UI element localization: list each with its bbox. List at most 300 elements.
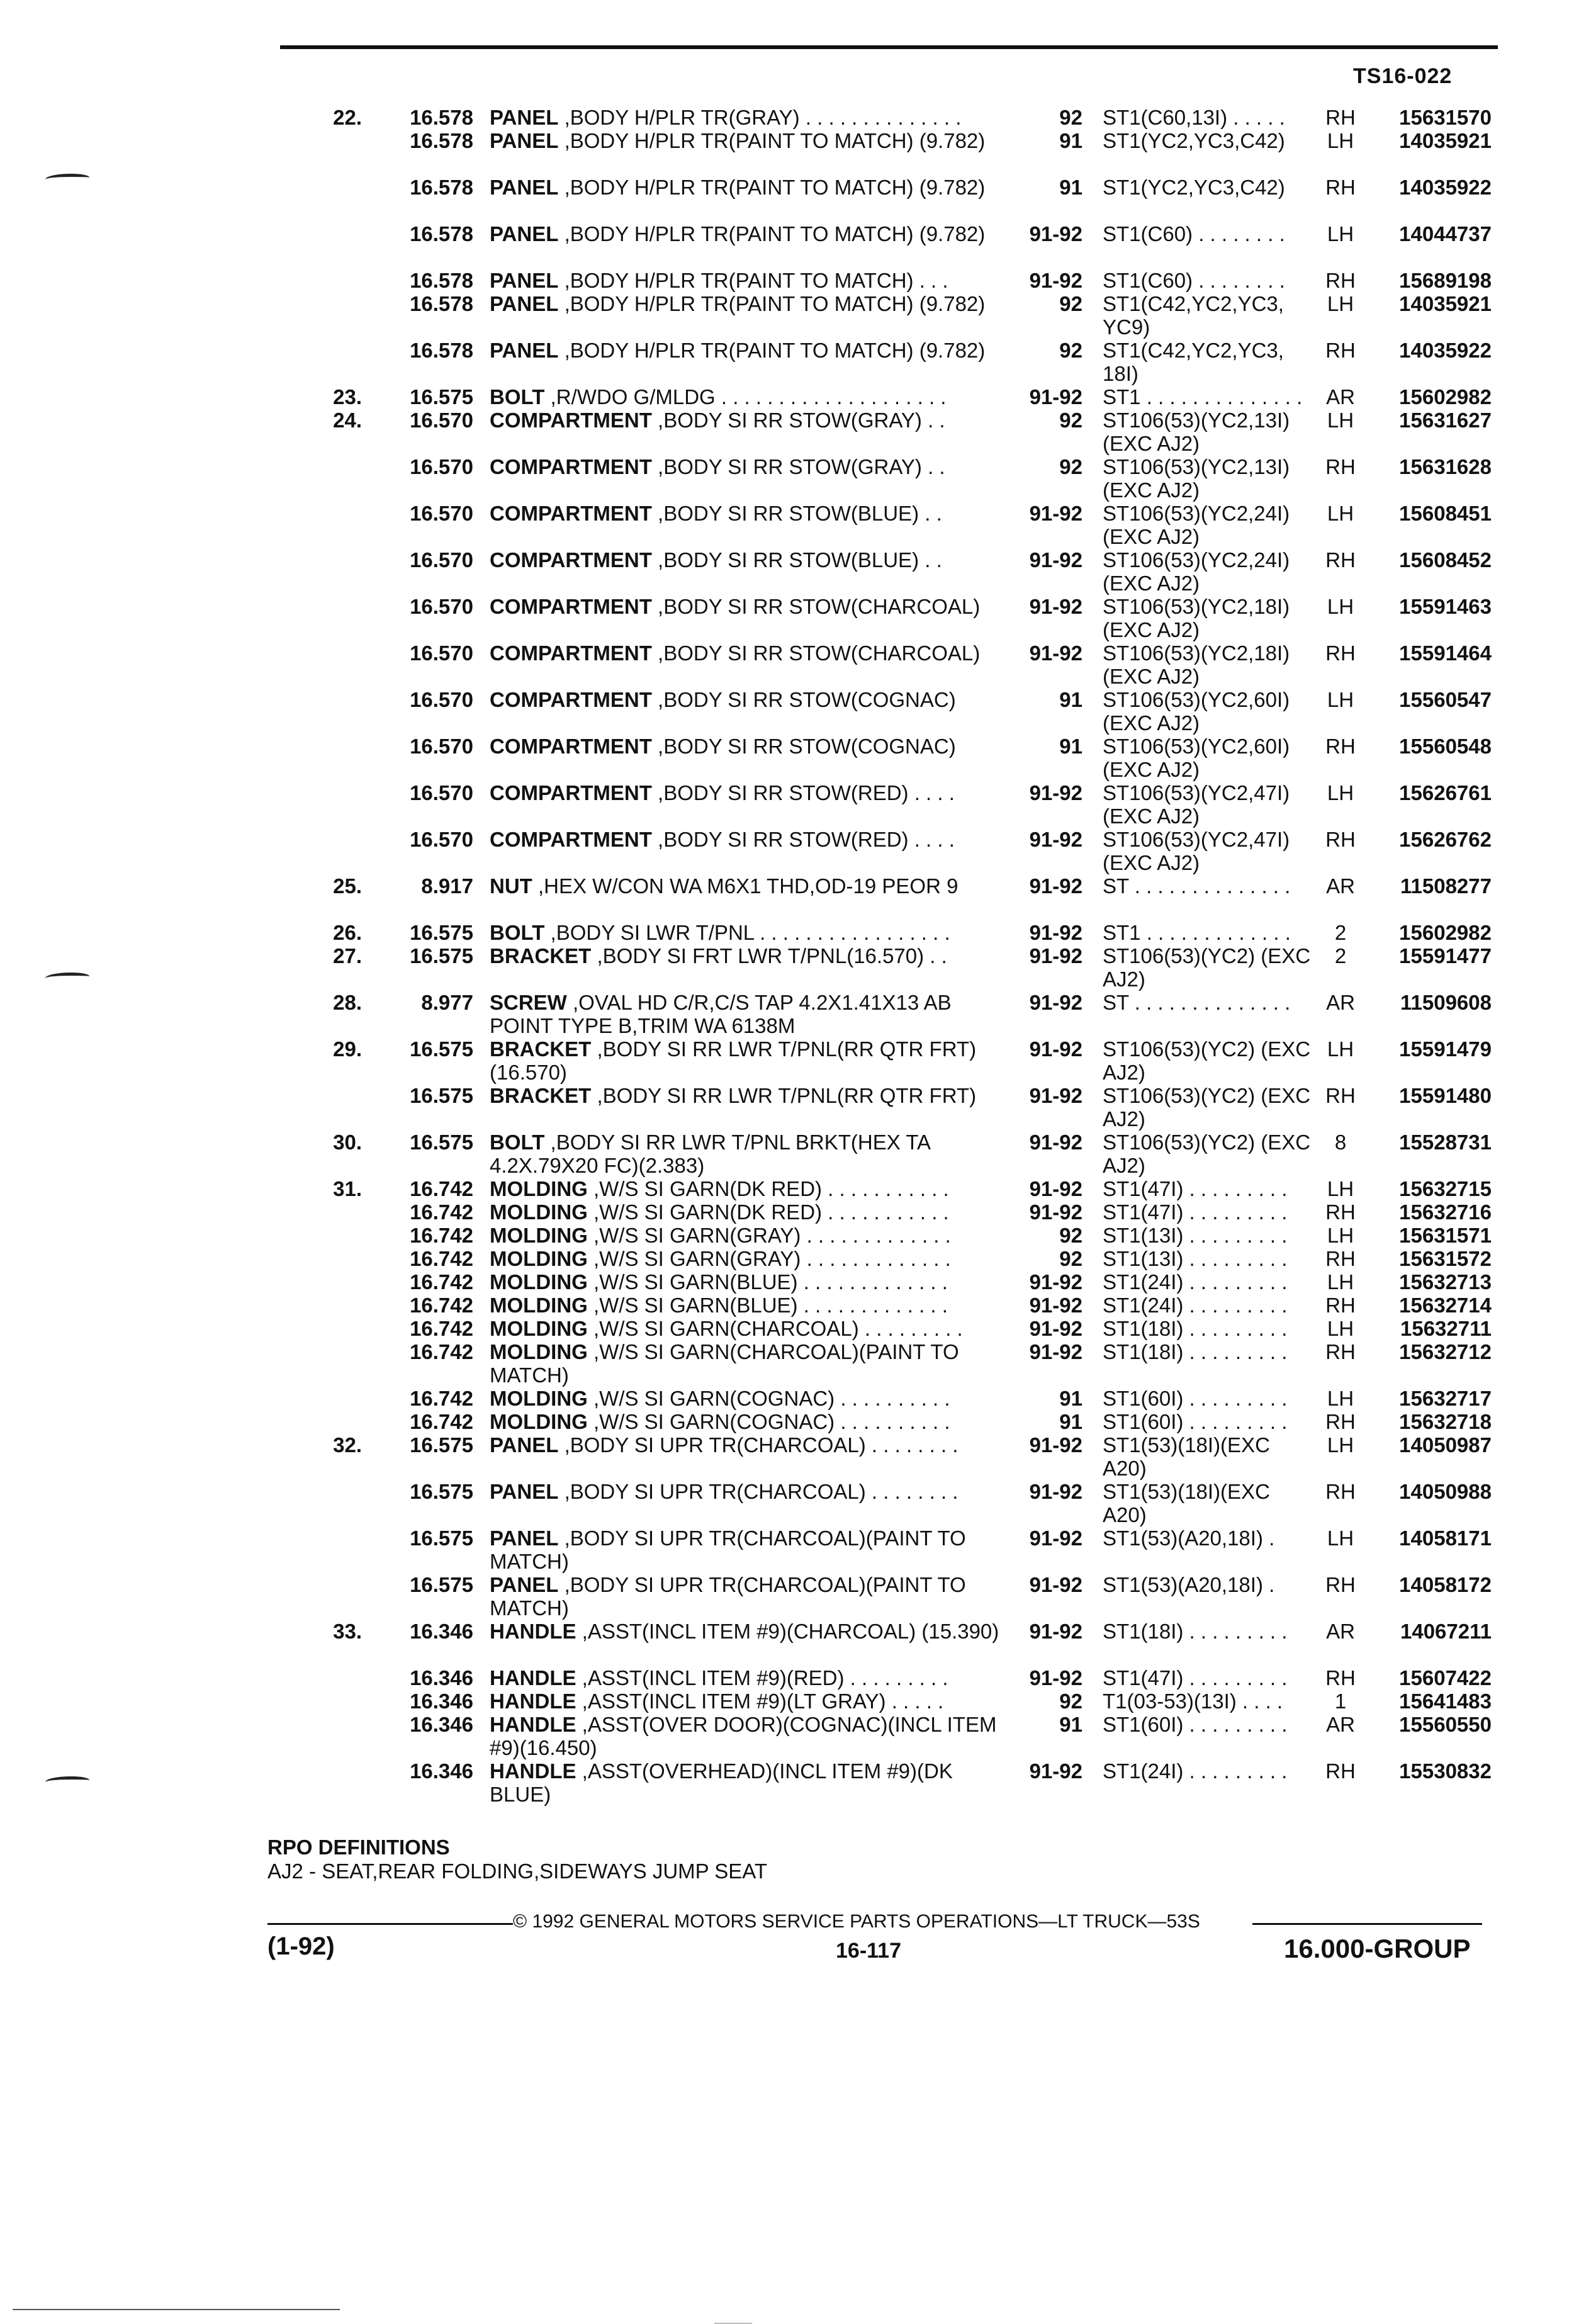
series-code: ST1(24I) . . . . . . . . . <box>1103 1294 1288 1317</box>
part-description <box>490 129 1006 152</box>
part-number: 15631572 <box>1399 1247 1492 1270</box>
part-description <box>490 1573 1006 1620</box>
part-description <box>490 781 1006 804</box>
part-number: 15632717 <box>1399 1387 1492 1410</box>
document-code: TS16-022 <box>1353 64 1453 88</box>
footer-rule-left <box>267 1923 513 1925</box>
part-detail: ,BODY H/PLR TR(PAINT TO MATCH) . . . <box>558 269 948 292</box>
part-detail: ,W/S SI GARN(COGNAC) . . . . . . . . . . <box>587 1410 950 1433</box>
part-name: PANEL <box>490 1480 559 1503</box>
part-description <box>490 1689 1006 1713</box>
part-number: 15602982 <box>1399 921 1492 944</box>
model-years: 92 <box>1059 106 1082 129</box>
part-detail: ,BODY SI RR LWR T/PNL(RR QTR FRT) <box>591 1084 977 1107</box>
part-name: PANEL <box>490 339 559 362</box>
footer-rule-right <box>1252 1923 1482 1925</box>
part-number: 15591480 <box>1399 1084 1492 1107</box>
model-years: 91 <box>1059 1713 1082 1736</box>
quantity: LH <box>1327 1387 1354 1410</box>
group-number: 16.570 <box>410 455 473 478</box>
quantity: LH <box>1327 1037 1354 1061</box>
part-detail: ,BODY H/PLR TR(PAINT TO MATCH) (9.782) <box>558 222 986 245</box>
table-row <box>0 781 1591 828</box>
quantity: RH <box>1325 1200 1356 1224</box>
table-row <box>0 828 1591 874</box>
table-row <box>0 455 1591 502</box>
group-number: 16.575 <box>410 385 473 409</box>
part-name: PANEL <box>490 106 559 129</box>
part-detail: ,BODY H/PLR TR(PAINT TO MATCH) (9.782) <box>558 292 986 315</box>
series-code: ST106(53)(YC2,18I) (EXC AJ2) <box>1103 595 1290 641</box>
series-code: ST1(18I) . . . . . . . . . <box>1103 1340 1288 1363</box>
table-row <box>0 1480 1591 1526</box>
part-name: MOLDING <box>490 1317 588 1340</box>
series-code: ST1(47I) . . . . . . . . . <box>1103 1177 1288 1200</box>
group-number: 16.578 <box>410 106 473 129</box>
group-number: 16.570 <box>410 502 473 525</box>
part-detail: ,BODY SI RR LWR T/PNL(RR QTR FRT)(16.570) <box>490 1037 977 1084</box>
table-row <box>0 409 1591 455</box>
part-description <box>490 1713 1006 1759</box>
group-number: 16.575 <box>410 1037 473 1061</box>
group-number: 8.917 <box>421 874 473 898</box>
part-detail: ,W/S SI GARN(DK RED) . . . . . . . . . . . <box>587 1200 949 1224</box>
table-row <box>0 269 1591 292</box>
part-description <box>490 874 1006 898</box>
part-number: 15641483 <box>1399 1689 1492 1713</box>
quantity: 2 <box>1334 944 1347 967</box>
series-code: ST . . . . . . . . . . . . . . <box>1103 991 1291 1014</box>
quantity: RH <box>1325 1666 1356 1689</box>
part-name: PANEL <box>490 176 559 199</box>
series-code: ST106(53)(YC2,60I) (EXC AJ2) <box>1103 688 1290 735</box>
part-number: 14035922 <box>1399 339 1492 362</box>
table-row <box>0 595 1591 641</box>
quantity: AR <box>1326 1620 1355 1643</box>
model-years: 91-92 <box>1029 1573 1082 1596</box>
item-number: 26. <box>333 921 362 944</box>
group-number: 16.742 <box>410 1224 473 1247</box>
part-description <box>490 292 1006 315</box>
group-number: 16.575 <box>410 1131 473 1154</box>
model-years: 91-92 <box>1029 1666 1082 1689</box>
item-number: 25. <box>333 874 362 898</box>
series-code: ST106(53)(YC2,24I) (EXC AJ2) <box>1103 548 1290 595</box>
part-name: COMPARTMENT <box>490 828 652 851</box>
part-description <box>490 1526 1006 1573</box>
series-code: ST1(60I) . . . . . . . . . <box>1103 1387 1288 1410</box>
table-row <box>0 1037 1591 1084</box>
page-number: 16-117 <box>836 1939 901 1963</box>
series-code: ST1(C60,13I) . . . . . <box>1103 106 1285 129</box>
quantity: RH <box>1325 1294 1356 1317</box>
part-name: MOLDING <box>490 1177 588 1200</box>
group-number: 16.570 <box>410 409 473 432</box>
part-name: MOLDING <box>490 1387 588 1410</box>
series-code: ST1(24I) . . . . . . . . . <box>1103 1759 1288 1783</box>
part-description <box>490 1620 1006 1643</box>
table-row <box>0 1294 1591 1317</box>
group-number: 16.742 <box>410 1340 473 1363</box>
table-row <box>0 292 1591 339</box>
part-name: PANEL <box>490 269 559 292</box>
model-years: 91-92 <box>1029 595 1082 618</box>
table-row <box>0 1270 1591 1294</box>
model-years: 91-92 <box>1029 1620 1082 1643</box>
part-detail: ,BODY SI RR STOW(COGNAC) <box>651 735 956 758</box>
part-number: 14050988 <box>1399 1480 1492 1503</box>
group-number: 16.570 <box>410 688 473 711</box>
part-number: 15631628 <box>1399 455 1492 478</box>
table-row <box>0 991 1591 1037</box>
group-number: 16.578 <box>410 176 473 199</box>
model-years: 91 <box>1059 1387 1082 1410</box>
part-description <box>490 1666 1006 1689</box>
model-years: 91-92 <box>1029 1131 1082 1154</box>
part-detail: ,BODY SI RR STOW(RED) . . . . <box>651 781 955 804</box>
part-detail: ,ASST(OVER DOOR)(COGNAC)(INCL ITEM #9)(16.450) <box>490 1713 997 1759</box>
part-detail: ,BODY SI RR STOW(BLUE) . . <box>651 502 942 525</box>
group-number: 16.575 <box>410 1480 473 1503</box>
part-name: MOLDING <box>490 1270 588 1294</box>
group-number: 16.575 <box>410 1526 473 1550</box>
group-number: 16.575 <box>410 1433 473 1457</box>
quantity: LH <box>1327 688 1354 711</box>
part-description <box>490 991 1006 1037</box>
group-number: 16.570 <box>410 828 473 851</box>
model-years: 91-92 <box>1029 1037 1082 1061</box>
table-row <box>0 1200 1591 1224</box>
part-number: 15632718 <box>1399 1410 1492 1433</box>
table-row <box>0 129 1591 176</box>
part-number: 14058171 <box>1399 1526 1492 1550</box>
part-name: COMPARTMENT <box>490 595 652 618</box>
part-name: COMPARTMENT <box>490 735 652 758</box>
part-description <box>490 222 1006 245</box>
series-code: ST1 . . . . . . . . . . . . . . <box>1103 385 1303 409</box>
table-row <box>0 502 1591 548</box>
series-code: ST106(53)(YC2) (EXC AJ2) <box>1103 1131 1311 1177</box>
group-number: 16.575 <box>410 921 473 944</box>
part-name: BRACKET <box>490 1084 592 1107</box>
quantity: RH <box>1325 339 1356 362</box>
model-years: 91-92 <box>1029 385 1082 409</box>
series-code: ST1(60I) . . . . . . . . . <box>1103 1410 1288 1433</box>
model-years: 91-92 <box>1029 1759 1082 1783</box>
part-name: BOLT <box>490 385 545 409</box>
part-name: MOLDING <box>490 1340 588 1363</box>
part-number: 15528731 <box>1399 1131 1492 1154</box>
part-name: NUT <box>490 874 532 898</box>
quantity: AR <box>1326 991 1355 1014</box>
copyright-text: © 1992 GENERAL MOTORS SERVICE PARTS OPERATIONS—LT TRUCK—53S <box>513 1911 1200 1932</box>
part-name: BOLT <box>490 921 545 944</box>
rpo-title: RPO DEFINITIONS <box>267 1836 450 1859</box>
model-years: 91 <box>1059 735 1082 758</box>
series-code: ST . . . . . . . . . . . . . . <box>1103 874 1291 898</box>
part-name: COMPARTMENT <box>490 409 652 432</box>
part-description <box>490 1294 1006 1317</box>
item-number: 32. <box>333 1433 362 1457</box>
part-name: MOLDING <box>490 1410 588 1433</box>
part-name: MOLDING <box>490 1224 588 1247</box>
quantity: 8 <box>1334 1131 1347 1154</box>
part-number: 15560550 <box>1399 1713 1492 1736</box>
model-years: 91 <box>1059 688 1082 711</box>
part-detail: ,BODY H/PLR TR(PAINT TO MATCH) (9.782) <box>558 176 986 199</box>
part-detail: ,W/S SI GARN(GRAY) . . . . . . . . . . . . . <box>587 1247 951 1270</box>
part-detail: ,BODY SI UPR TR(CHARCOAL)(PAINT TO MATCH) <box>490 1573 966 1620</box>
part-detail: ,BODY SI RR STOW(GRAY) . . <box>651 409 945 432</box>
table-row <box>0 1224 1591 1247</box>
part-description <box>490 944 1006 967</box>
part-description <box>490 385 1006 409</box>
quantity: LH <box>1327 1317 1354 1340</box>
table-row <box>0 1759 1591 1806</box>
quantity: RH <box>1325 735 1356 758</box>
part-detail: ,BODY H/PLR TR(GRAY) . . . . . . . . . . . . . . <box>558 106 962 129</box>
series-code: ST1(13I) . . . . . . . . . <box>1103 1224 1288 1247</box>
model-years: 91-92 <box>1029 1480 1082 1503</box>
quantity: AR <box>1326 385 1355 409</box>
item-number: 23. <box>333 385 362 409</box>
group-number: 16.575 <box>410 1084 473 1107</box>
part-detail: ,W/S SI GARN(BLUE) . . . . . . . . . . . . . <box>587 1270 948 1294</box>
part-number: 14050987 <box>1399 1433 1492 1457</box>
table-row <box>0 944 1591 991</box>
table-row <box>0 222 1591 269</box>
part-name: PANEL <box>490 1573 559 1596</box>
part-description <box>490 1131 1006 1177</box>
series-code: ST1(YC2,YC3,C42) <box>1103 129 1285 152</box>
quantity: RH <box>1325 548 1356 572</box>
part-description <box>490 176 1006 199</box>
group-number: 16.578 <box>410 292 473 315</box>
group-number: 16.346 <box>410 1759 473 1783</box>
table-row <box>0 1620 1591 1666</box>
model-years: 91-92 <box>1029 269 1082 292</box>
part-description <box>490 1177 1006 1200</box>
series-code: ST1(53)(A20,18I) . <box>1103 1526 1275 1550</box>
table-row <box>0 1177 1591 1200</box>
table-row <box>0 1666 1591 1689</box>
item-number: 22. <box>333 106 362 129</box>
group-number: 16.346 <box>410 1666 473 1689</box>
model-years: 91-92 <box>1029 781 1082 804</box>
quantity: RH <box>1325 1573 1356 1596</box>
part-detail: ,ASST(INCL ITEM #9)(LT GRAY) . . . . . <box>576 1689 944 1713</box>
part-name: PANEL <box>490 129 559 152</box>
group-number: 16.575 <box>410 1573 473 1596</box>
rpo-definitions <box>267 1836 767 1883</box>
part-detail: ,W/S SI GARN(COGNAC) . . . . . . . . . . <box>587 1387 950 1410</box>
part-detail: ,BODY SI UPR TR(CHARCOAL) . . . . . . . . <box>558 1433 959 1457</box>
part-description <box>490 1224 1006 1247</box>
quantity: RH <box>1325 1410 1356 1433</box>
part-number: 14067211 <box>1400 1620 1492 1643</box>
part-description <box>490 1387 1006 1410</box>
part-number: 15591464 <box>1399 641 1492 665</box>
part-description <box>490 921 1006 944</box>
quantity: LH <box>1327 1224 1354 1247</box>
table-row <box>0 735 1591 781</box>
table-row <box>0 339 1591 385</box>
item-number: 28. <box>333 991 362 1014</box>
table-row <box>0 176 1591 222</box>
model-years: 92 <box>1059 1247 1082 1270</box>
quantity: RH <box>1325 106 1356 129</box>
model-years: 91-92 <box>1029 991 1082 1014</box>
table-row <box>0 1247 1591 1270</box>
series-code: ST1(47I) . . . . . . . . . <box>1103 1200 1288 1224</box>
series-code: ST106(53)(YC2,13I) (EXC AJ2) <box>1103 409 1290 455</box>
group-number: 16.578 <box>410 222 473 245</box>
table-row <box>0 1526 1591 1573</box>
quantity: LH <box>1327 409 1354 432</box>
model-years: 91-92 <box>1029 641 1082 665</box>
series-code: ST1(53)(18I)(EXC A20) <box>1103 1433 1270 1480</box>
part-number: 15591477 <box>1399 944 1492 967</box>
part-number: 15632712 <box>1399 1340 1492 1363</box>
part-number: 15591463 <box>1399 595 1492 618</box>
group-id: 16.000-GROUP <box>1284 1934 1471 1963</box>
table-row <box>0 1433 1591 1480</box>
table-row <box>0 921 1591 944</box>
table-row <box>0 385 1591 409</box>
group-number: 16.742 <box>410 1410 473 1433</box>
series-code: ST1(13I) . . . . . . . . . <box>1103 1247 1288 1270</box>
series-code: T1(03-53)(13I) . . . . <box>1103 1689 1283 1713</box>
group-number: 16.578 <box>410 339 473 362</box>
part-detail: ,BODY SI RR STOW(GRAY) . . <box>651 455 945 478</box>
part-description <box>490 455 1006 478</box>
table-row <box>0 1131 1591 1177</box>
part-name: COMPARTMENT <box>490 688 652 711</box>
part-description <box>490 269 1006 292</box>
series-code: ST1(18I) . . . . . . . . . <box>1103 1620 1288 1643</box>
part-number: 15689198 <box>1399 269 1492 292</box>
quantity: RH <box>1325 269 1356 292</box>
part-detail: ,BODY H/PLR TR(PAINT TO MATCH) (9.782) <box>558 339 986 362</box>
part-number: 11509608 <box>1400 991 1492 1014</box>
part-detail: ,W/S SI GARN(GRAY) . . . . . . . . . . . . . <box>587 1224 951 1247</box>
part-detail: ,BODY SI LWR T/PNL . . . . . . . . . . . . . . . . . <box>544 921 950 944</box>
part-description <box>490 106 1006 129</box>
model-years: 91-92 <box>1029 921 1082 944</box>
part-number: 15602982 <box>1399 385 1492 409</box>
group-number: 16.570 <box>410 735 473 758</box>
date-code: (1-92) <box>267 1932 335 1960</box>
series-code: ST106(53)(YC2,18I) (EXC AJ2) <box>1103 641 1290 688</box>
part-number: 15631570 <box>1399 106 1492 129</box>
part-number: 14044737 <box>1399 222 1492 245</box>
item-number: 33. <box>333 1620 362 1643</box>
group-number: 16.570 <box>410 548 473 572</box>
group-number: 16.570 <box>410 595 473 618</box>
part-number: 15626761 <box>1399 781 1492 804</box>
series-code: ST1(53)(A20,18I) . <box>1103 1573 1275 1596</box>
part-detail: ,W/S SI GARN(DK RED) . . . . . . . . . . . <box>587 1177 949 1200</box>
quantity: LH <box>1327 1433 1354 1457</box>
part-number: 11508277 <box>1400 874 1492 898</box>
group-number: 16.570 <box>410 641 473 665</box>
quantity: RH <box>1325 455 1356 478</box>
series-code: ST106(53)(YC2,13I) (EXC AJ2) <box>1103 455 1290 502</box>
model-years: 91-92 <box>1029 828 1082 851</box>
group-number: 16.742 <box>410 1247 473 1270</box>
item-number: 24. <box>333 409 362 432</box>
model-years: 91-92 <box>1029 1177 1082 1200</box>
series-code: ST1(53)(18I)(EXC A20) <box>1103 1480 1270 1526</box>
part-description <box>490 1270 1006 1294</box>
part-detail: ,ASST(INCL ITEM #9)(RED) . . . . . . . . . <box>576 1666 948 1689</box>
part-description <box>490 1200 1006 1224</box>
part-name: COMPARTMENT <box>490 548 652 572</box>
model-years: 91-92 <box>1029 1294 1082 1317</box>
table-row <box>0 1410 1591 1433</box>
quantity: LH <box>1327 1177 1354 1200</box>
parts-list <box>0 106 1591 1806</box>
quantity: AR <box>1326 1713 1355 1736</box>
part-number: 15560547 <box>1399 688 1492 711</box>
table-row <box>0 688 1591 735</box>
table-row <box>0 1387 1591 1410</box>
series-code: ST106(53)(YC2,60I) (EXC AJ2) <box>1103 735 1290 781</box>
quantity: LH <box>1327 129 1354 152</box>
part-name: HANDLE <box>490 1713 576 1736</box>
part-detail: ,W/S SI GARN(CHARCOAL) . . . . . . . . . <box>587 1317 963 1340</box>
part-number: 15626762 <box>1399 828 1492 851</box>
part-number: 15607422 <box>1399 1666 1492 1689</box>
group-number: 16.578 <box>410 269 473 292</box>
part-detail: ,ASST(OVERHEAD)(INCL ITEM #9)(DK BLUE) <box>490 1759 953 1806</box>
item-number: 27. <box>333 944 362 967</box>
part-description <box>490 1247 1006 1270</box>
model-years: 91-92 <box>1029 944 1082 967</box>
model-years: 92 <box>1059 1689 1082 1713</box>
part-detail: ,BODY SI RR STOW(BLUE) . . <box>651 548 942 572</box>
model-years: 92 <box>1059 455 1082 478</box>
series-code: ST1(24I) . . . . . . . . . <box>1103 1270 1288 1294</box>
quantity: RH <box>1325 1247 1356 1270</box>
model-years: 91 <box>1059 1410 1082 1433</box>
quantity: LH <box>1327 292 1354 315</box>
quantity: 1 <box>1334 1689 1347 1713</box>
quantity: RH <box>1325 176 1356 199</box>
part-name: PANEL <box>490 222 559 245</box>
part-detail: ,ASST(INCL ITEM #9)(CHARCOAL) (15.390) <box>576 1620 999 1643</box>
model-years: 92 <box>1059 409 1082 432</box>
part-description <box>490 1759 1006 1806</box>
model-years: 91-92 <box>1029 1317 1082 1340</box>
top-rule <box>280 45 1498 49</box>
part-detail: ,HEX W/CON WA M6X1 THD,OD-19 PEOR 9 <box>532 874 959 898</box>
table-row <box>0 641 1591 688</box>
part-number: 14058172 <box>1399 1573 1492 1596</box>
part-name: MOLDING <box>490 1247 588 1270</box>
quantity: AR <box>1326 874 1355 898</box>
model-years: 91 <box>1059 176 1082 199</box>
part-description <box>490 1340 1006 1387</box>
model-years: 92 <box>1059 1224 1082 1247</box>
model-years: 91-92 <box>1029 1270 1082 1294</box>
part-detail: ,BODY SI RR LWR T/PNL BRKT(HEX TA 4.2X.79X20 FC)(2.383) <box>490 1131 930 1177</box>
part-description <box>490 502 1006 525</box>
part-detail: ,BODY SI RR STOW(COGNAC) <box>651 688 956 711</box>
part-description <box>490 641 1006 665</box>
part-name: BOLT <box>490 1131 545 1154</box>
table-row <box>0 874 1591 921</box>
